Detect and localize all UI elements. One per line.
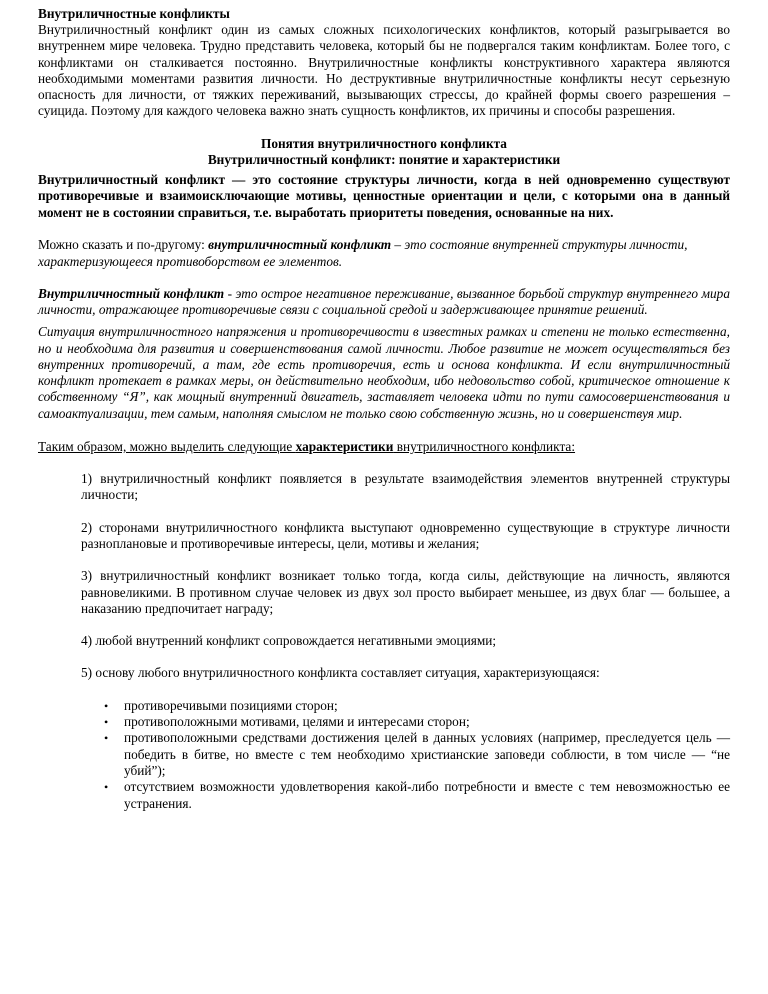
alt-definition-rest: – это состояние внутренней структуры личности, характеризующееся противоборством ее элементов. [38, 237, 688, 269]
alt-definition-paragraph [38, 237, 730, 270]
bullet-icon: • [104, 698, 109, 713]
bullet-text: противоречивыми позициями сторон; [124, 697, 338, 713]
bullet-text: противоположными мотивами, целями и интересами сторон; [124, 714, 470, 730]
summary-after: внутриличностного конфликта: [393, 439, 576, 455]
definition-paragraph: Внутриличностный конфликт — это состояние структуры личности, когда в ней одновременно существуют противоречивые и взаимоисключающие мотивы, ценностные ориентации и цели, с которыми она в данный момент не в состоянии справиться, т.е. выработать приоритеты поведения, основанные на них. [38, 171, 730, 220]
third-definition-rest: - это острое негативное переживание, вызванное борьбой структур внутреннего мира личности, отражающее противоречивые связи с социальной средой и задерживающее принятие решений. [38, 286, 730, 318]
bullet-item [38, 730, 730, 779]
third-definition-term: Внутриличностный конфликт [38, 286, 225, 302]
intro-paragraph: Внутриличностный конфликт один из самых сложных психологических конфликтов, который разыгрывается во внутреннем мире человека. Трудно представить человека, который бы не подвергался таким конфликтам. Более того, с конфликтами он сталкивается постоянно. Внутриличностные конфликты конструктивного характера являются необходимыми моментами развития личности. Но деструктивные внутриличностные конфликты несут серьезную опасность для личности, от тяжких переживаний, вызывающих стрессы, до крайней формы своего разрешения – суицида. Поэтому для каждого человека важно знать сущность конфликтов, их причины и способы разрешения. [38, 22, 730, 119]
bullet-item [38, 714, 730, 730]
bullet-text: противоположными средствами достижения целей в данных условиях (например, преследуется цель — победить в битве, но вместе с тем необходимо христианские заповеди соблюсти, в том числе — “не убий”); [124, 730, 730, 778]
summary-before: Таким образом, можно выделить следующие [38, 439, 296, 455]
characteristic-item-2: 2) сторонами внутриличностного конфликта выступают одновременно существующие в структуре личности разноплановые и противоречивые интересы, цели, мотивы и желания; [81, 519, 730, 551]
situation-paragraph: Ситуация внутриличностного напряжения и противоречивости в известных рамках и степени не только естественна, но и необходима для развития и совершенствования самой личности. Любое развитие не может осуществляться без внутренних противоречий, а там, где есть противоречия, есть и основа конфликта. И если внутриличностный конфликт протекает в рамках меры, он действительно необходим, ибо недовольство собой, критическое отношение к собственному “Я”, как мощный внутренний двигатель, заставляет человека идти по пути самосовершенствования и самоактуализации, тем самым, наполняя смыслом не только свою собственную жизнь, но и совершенствуя мир. [38, 324, 730, 421]
bullet-icon: • [104, 715, 109, 730]
bullet-icon: • [104, 731, 109, 746]
characteristic-item-3: 3) внутриличностный конфликт возникает только тогда, когда силы, действующие на личность, являются равновеликими. В противном случае человек из двух зол просто выбирает меньшее, из двух благ — большее, а наказанию предпочитает награду; [81, 568, 730, 616]
third-definition-paragraph [38, 286, 730, 318]
characteristic-item-5: 5) основу любого внутриличностного конфликта составляет ситуация, характеризующаяся: [81, 665, 600, 681]
section-subheading: Внутриличностный конфликт: понятие и характеристики [207, 151, 561, 167]
bullet-item [38, 779, 730, 812]
bullet-item [38, 698, 730, 714]
section-heading: Понятия внутриличностного конфликта [261, 135, 507, 151]
alt-definition-lead: Можно сказать и по-другому: [38, 237, 209, 253]
bullet-icon: • [104, 780, 109, 795]
characteristic-item-4: 4) любой внутренний конфликт сопровождается негативными эмоциями; [81, 633, 497, 649]
document-title: Внутриличностные конфликты [38, 6, 230, 21]
alt-definition-term: внутриличностный конфликт [208, 237, 392, 253]
characteristic-item-1: 1) внутриличностный конфликт появляется в результате взаимодействия элементов внутренней структуры личности; [81, 471, 730, 503]
summary-bold: характеристики [295, 439, 394, 455]
summary-line [38, 439, 730, 455]
bullet-text: отсутствием возможности удовлетворения какой-либо потребности и вместе с тем невозможностью ее устранения. [124, 779, 730, 811]
situation-bullet-list [38, 698, 730, 812]
